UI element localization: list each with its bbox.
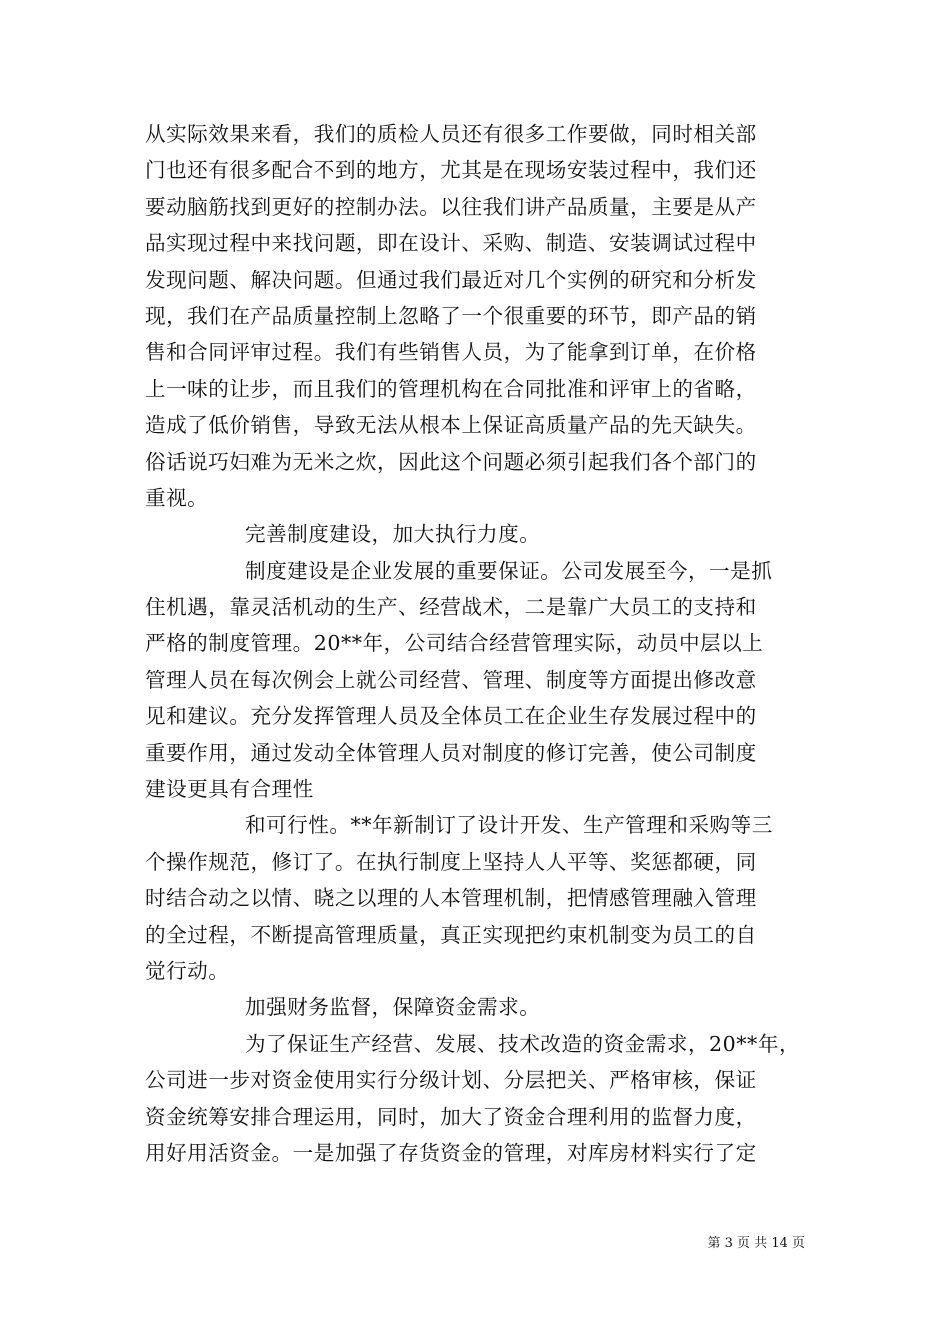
text-line: 为了保证生产经营、发展、技术改造的资金需求，20**年，: [245, 1031, 801, 1056]
text-line: 资金统筹安排合理运用，同时，加大了资金合理利用的监督力度，: [145, 1104, 757, 1129]
text-line: 造成了低价销售，导致无法从根本上保证高质量产品的先天缺失。: [145, 413, 757, 438]
text-line: 个操作规范，修订了。在执行制度上坚持人人平等、奖惩都硬，同: [145, 849, 757, 874]
text-line: 时结合动之以情、晓之以理的人本管理机制，把情感管理融入管理: [145, 886, 757, 911]
text-line: 住机遇，靠灵活机动的生产、经营战术，二是靠广大员工的支持和: [145, 595, 757, 620]
text-line: 管理人员在每次例会上就公司经营、管理、制度等方面提出修改意: [145, 667, 757, 692]
text-line: 重要作用，通过发动全体管理人员对制度的修订完善，使公司制度: [145, 740, 757, 765]
text-line: 和可行性。**年新制订了设计开发、生产管理和采购等三: [245, 813, 773, 838]
text-line: 觉行动。: [145, 958, 230, 983]
text-line: 门也还有很多配合不到的地方，尤其是在现场安装过程中，我们还: [145, 158, 757, 183]
text-line: 建设更具有合理性: [145, 777, 314, 802]
text-line: 品实现过程中来找问题，即在设计、采购、制造、安装调试过程中: [145, 231, 757, 256]
text-line: 售和合同评审过程。我们有些销售人员，为了能拿到订单，在价格: [145, 340, 757, 365]
text-line: 重视。: [145, 485, 209, 510]
text-line: 要动脑筋找到更好的控制办法。以往我们讲产品质量，主要是从产: [145, 194, 757, 219]
page-number: 第 3 页 共 14 页: [707, 1236, 805, 1251]
text-line: 上一味的让步，而且我们的管理机构在合同批准和评审上的省略，: [145, 376, 757, 401]
text-line: 严格的制度管理。20**年，公司结合经营管理实际，动员中层以上: [145, 631, 764, 656]
text-line: 从实际效果来看，我们的质检人员还有很多工作要做，同时相关部: [145, 122, 757, 146]
text-line: 完善制度建设，加大执行力度。: [245, 522, 541, 547]
text-line: 用好用活资金。一是加强了存货资金的管理，对库房材料实行了定: [145, 1140, 757, 1165]
text-line: 制度建设是企业发展的重要保证。公司发展至今，一是抓: [245, 558, 773, 583]
text-line: 公司进一步对资金使用实行分级计划、分层把关、严格审核，保证: [145, 1068, 757, 1093]
text-line: 的全过程，不断提高管理质量，真正实现把约束机制变为员工的自: [145, 922, 757, 947]
body-text: [145, 116, 810, 1171]
text-line: 俗话说巧妇难为无米之炊，因此这个问题必须引起我们各个部门的: [145, 449, 757, 474]
text-line: 加强财务监督，保障资金需求。: [245, 995, 541, 1020]
text-line: 现，我们在产品质量控制上忽略了一个很重要的环节，即产品的销: [145, 303, 757, 328]
text-line: 发现问题、解决问题。但通过我们最近对几个实例的研究和分析发: [145, 267, 757, 292]
text-line: 见和建议。充分发挥管理人员及全体员工在企业生存发展过程中的: [145, 704, 757, 729]
